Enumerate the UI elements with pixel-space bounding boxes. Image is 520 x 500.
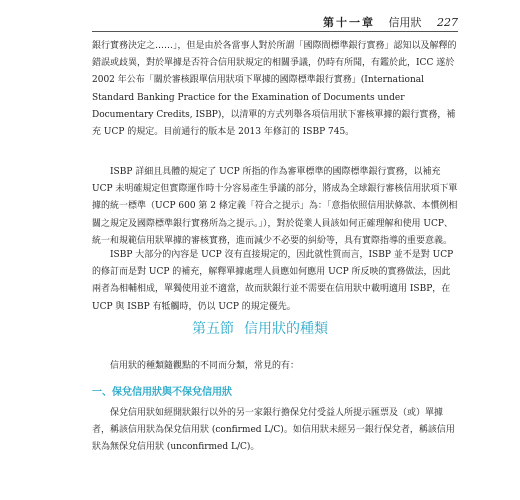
subsection-heading: 一、保兌信用狀與不保兌信用狀 [92,387,232,398]
page-number: 227 [437,16,458,29]
paragraph-5-text: 保兌信用狀如經開狀銀行以外的另一家銀行擔保兌付受益人所提示匯票及（或）單據者，稱該信用狀為保兌信用狀 (confirmed L/C)。如信用狀未經另一銀行保兌者，稱該信用狀為無保兌信用狀 (unconfirmed L/C)。 [92,408,455,453]
running-header [323,14,458,30]
chapter-title: 信用狀 [388,16,422,29]
header-rule [92,31,458,32]
paragraph-5 [92,405,458,457]
paragraph-3-text: ISBP 大部分的內容是 UCP 沒有直接規定的，因此就性質而言，ISBP 並不是對 UCP 的修訂而是對 UCP 的補充，解釋單據處理人員應如何應用 UCP 所反映的實務做法，因此兩者為相輔相成，單獨使用並不適當，故而狀銀行並不需要在信用狀中載明適用 ISBP，在 UCP 與 ISBP 有牴觸時，仍以 UCP 的規定優先。 [92,250,454,312]
paragraph-2-text: ISBP 詳細且具體的規定了 UCP 所指的作為審單標準的國際標準銀行實務，以補充 UCP 未明確規定但實際運作時十分容易產生爭議的部分，將成為全球銀行審核信用狀項下單據的統一標準（UCP 600 第 2 條定義「符合之提示」為：「意指依照信用狀條款、本慣例相關之規定及國際標準銀行實務所為之提示。」），對於從業人員該如何正確理解和使用 UCP、統一和規範信用狀單據的審核實務，進而減少不必要的糾紛等，具有實際指導的重要意義。 [92,167,458,246]
paragraph-4 [92,358,458,375]
paragraph-1 [92,38,458,141]
paragraph-1-text: 銀行實務決定之……」，但是由於各當事人對於所謂「國際間標準銀行實務」認知以及解釋的錯誤或歧異，對於單據是否符合信用狀規定的相關爭議，仍時有所聞，有鑑於此，ICC 遂於 2002 年公布「關於審核跟單信用狀項下單據的國際標準銀行實務」(International Standard Banking Practice for the Examination of Documents under Documentary Credits, ISBP)，以清單的方式列舉各項信用狀下審核單據的銀行實務，補充 UCP 的規定。目前通行的版本是 2013 年修訂的 ISBP 745。 [92,41,457,138]
paragraph-3 [92,247,458,316]
section-title: 信用狀的種類 [244,321,328,337]
section-number: 第五節 [192,321,234,337]
section-heading [0,318,520,338]
paragraph-4-text: 信用狀的種類隨觀點的不同而分類，常見的有： [110,361,300,371]
paragraph-2 [92,164,458,250]
chapter-label: 第十一章 [323,16,375,29]
